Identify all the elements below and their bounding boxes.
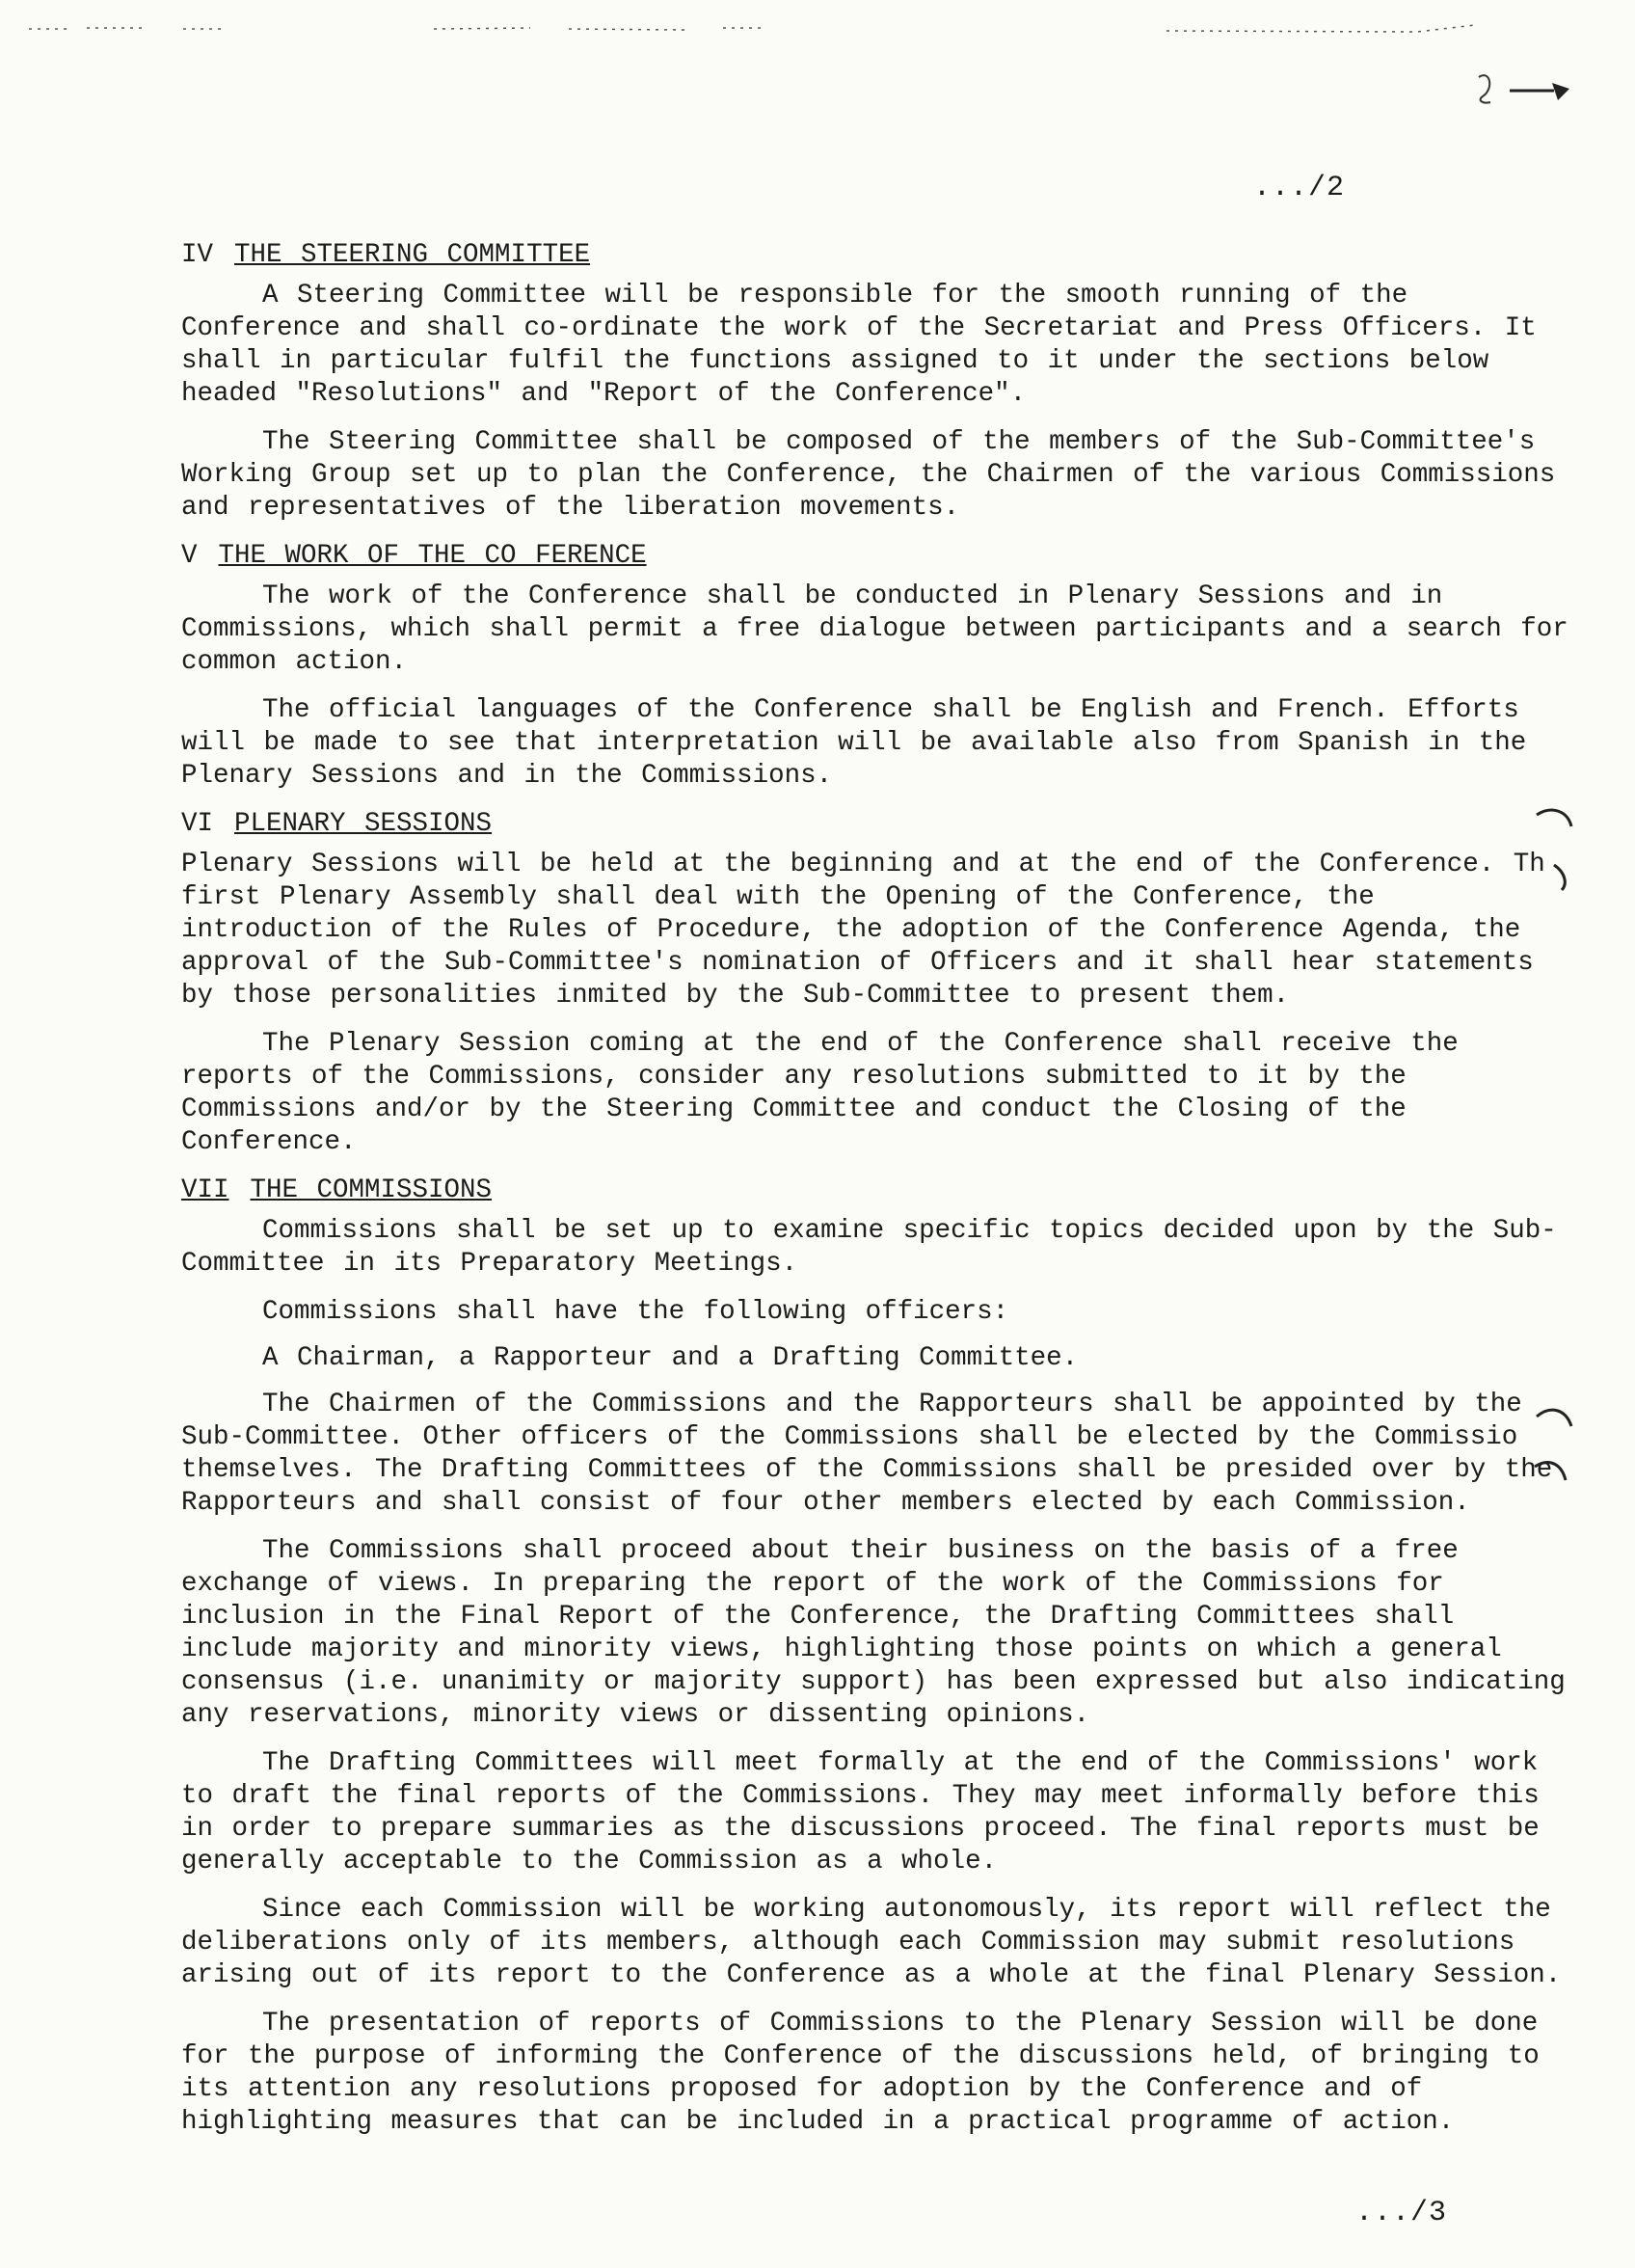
page-number-top: .../2 (1253, 172, 1346, 204)
margin-bracket-mark (1533, 805, 1581, 892)
section-heading-vi (181, 808, 1569, 841)
section-number: V (181, 541, 198, 571)
section-number: VI (181, 809, 214, 839)
page-number-bottom: .../3 (1355, 2197, 1448, 2229)
paragraph: Commissions shall have the following officers: (262, 1297, 1009, 1327)
section-heading-v (181, 540, 1569, 573)
paragraph: The Steering Committee shall be composed of the members of the Sub-Committee's Working Group set up to plan the Conference, the Chairmen of the various Commissions and representatives of the liberation movements. (181, 427, 1556, 523)
section-number: VII (181, 1175, 229, 1205)
paragraph: Since each Commission will be working autonomously, its report will reflect the deliberations only of its members, although each Commission may submit resolutions arising out of its report to the Conference as a whole at the final Plenary Session. (181, 1895, 1562, 1990)
section-heading-iv (181, 239, 1569, 272)
paragraph: The Chairmen of the Commissions and the Rapporteurs shall be appointed by the Sub-Committee. Other officers of the Commissions shall be elected by the Commissio themselves. The Drafting Committees of the Commissions shall be presided over by the Rapporteurs and shall consist of four other members elected by each Commission. (181, 1390, 1553, 1518)
paragraph: The Drafting Committees will meet formally at the end of the Commissions' work to draft the final reports of the Commissions. They may meet informally before this in order to prepare summaries as the discussions proceed. The final reports must be generally acceptable to the Commission as a whole. (181, 1748, 1540, 1876)
section-title: THE WORK OF THE CO FERENCE (218, 541, 647, 571)
section-title: THE STEERING COMMITTEE (234, 240, 591, 270)
section-title: PLENARY SESSIONS (234, 809, 493, 839)
margin-bracket-mark (1533, 1403, 1581, 1490)
document-body (181, 233, 1569, 2154)
scan-edge-marks (29, 19, 1494, 39)
corner-scribble-mark (1461, 69, 1587, 118)
paragraph: The Plenary Session coming at the end of the Conference shall receive the reports of the Commissions, consider any resolutions submitted to it by the Commissions and/or by the Steering Committee and conduct the Closing of the Conference. (181, 1029, 1459, 1157)
paragraph: Plenary Sessions will be held at the beginning and at the end of the Conference. Th first Plenary Assembly shall deal with the Opening of the Conference, the introduction of the Rules of Procedure, the adoption of the Conference Agenda, the approval of the Sub-Committee's nomination of Officers and it shall hear statements by those personalities inmited by the Sub-Committee to present them. (181, 850, 1545, 1011)
paragraph: A Steering Committee will be responsible for the smooth running of the Conference and shall co-ordinate the work of the Secretariat and Press Officers. It shall in particular fulfil the functions assigned to it under the sections below headed "Resolutions" and "Report of the Conference". (181, 281, 1537, 409)
paragraph: A Chairman, a Rapporteur and a Drafting Committee. (262, 1343, 1079, 1373)
paragraph: Commissions shall be set up to examine specific topics decided upon by the Sub-Committee in its Preparatory Meetings. (181, 1216, 1557, 1279)
paragraph: The presentation of reports of Commissions to the Plenary Session will be done for the purpose of informing the Conference of the discussions held, of bringing to its attention any resolutions proposed for adoption by the Conference and of highlighting measures that can be included in a practical programme of action. (181, 2009, 1540, 2137)
section-title: THE COMMISSIONS (250, 1175, 493, 1205)
section-heading-vii (181, 1174, 1569, 1207)
paragraph: The work of the Conference shall be conducted in Plenary Sessions and in Commissions, which shall permit a free dialogue between participants and a search for common action. (181, 581, 1568, 677)
paragraph: The official languages of the Conference shall be English and French. Efforts will be made to see that interpretation will be available also from Spanish in the Plenary Sessions and in the Commissions. (181, 695, 1527, 791)
paragraph: The Commissions shall proceed about their business on the basis of a free exchange of views. In preparing the report of the work of the Commissions for inclusion in the Final Report of the Conference, the Drafting Committees shall include majority and minority views, highlighting those points on which a general consensus (i.e. unanimity or majority support) has been expressed but also indicating any reservations, minority views or dissenting opinions. (181, 1536, 1566, 1730)
section-number: IV (181, 240, 214, 270)
